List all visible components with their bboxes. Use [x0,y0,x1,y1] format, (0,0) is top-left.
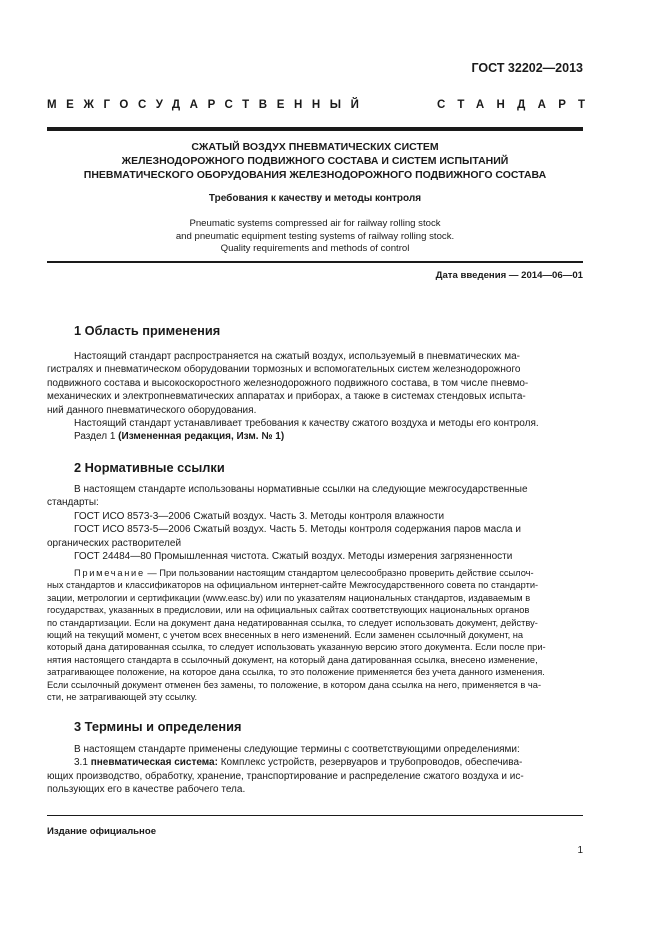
reference-item: ГОСТ 24484—80 Промышленная чистота. Сжатый воздух. Методы измерения загрязненности [74,551,513,563]
title-en-line: and pneumatic equipment testing systems of railway rolling stock. [175,230,455,242]
text-line: по стандартизации. Если на документ дана недатированная ссылка, то следует использовать документ, действу- [47,617,538,628]
text-line: — При пользовании настоящим стандартом целесообразно проверить действие ссылоч- [144,568,534,578]
title-rule [47,261,583,263]
footer-rule [47,815,583,816]
header-thick-rule [47,127,583,131]
text-line: ний данного пневматического оборудования. [47,404,257,416]
text-line: пользующих его в качестве рабочего тела. [47,784,246,796]
text-line: сти, не затрагивающей эту ссылку. [47,692,198,703]
text-line: В настоящем стандарте применены следующие термины с соответствующими определениями: [74,744,520,755]
text-line: механических и электропневматических аппаратах и приборах, а также в системах стендовых испыта- [47,391,526,403]
section-heading: 3 Термины и определения [74,719,242,734]
text-line: Если ссылочный документ отменен без замены, то положение, в котором дана ссылка на него, применяется в ча- [47,679,542,690]
document-subtitle: Требования к качеству и методы контроля [208,193,422,204]
title-line: СЖАТЫЙ ВОЗДУХ ПНЕВМАТИЧЕСКИХ СИСТЕМ [191,141,439,153]
term-number: 3.1 [74,757,91,769]
text-line: стандарты: [47,497,99,509]
document-title-en [47,218,583,256]
section-heading: 1 Область применения [74,323,221,338]
reference-item: ГОСТ ИСО 8573-5—2006 Сжатый воздух. Часть 5. Методы контроля содержания паров масла и [74,524,521,536]
title-en-line: Quality requirements and methods of control [220,243,410,254]
reference-item: ГОСТ ИСО 8573-3—2006 Сжатый воздух. Часть 3. Методы контроля влажности [74,510,445,522]
title-en-line: Pneumatic systems compressed air for railway rolling stock [189,218,441,229]
section3-paragraph [47,743,583,797]
standard-code: ГОСТ 32202—2013 [471,61,583,75]
section1-paragraph [47,350,583,444]
text-line: затрагивающее положение, на которое дана ссылка, то это положение применяется без учета данного изменения. [47,667,545,678]
text-line: который дана датированная ссылка, то следует использовать указанную версию этого документа. Если после при- [47,642,546,653]
interstate-standard-banner [47,99,598,111]
text-line: ных стандартов и классификаторов на официальном интернет-сайте Межгосударственного совета по стандарти- [47,580,539,591]
term-name: пневматическая система: [90,757,218,769]
edition-label: Издание официальное [47,826,157,837]
text-line: Настоящий стандарт распространяется на сжатый воздух, используемый в пневматических ма- [74,351,520,362]
section2-paragraph [47,483,583,563]
text-line: государствах, указанных в предисловии, или на официальных сайтах соответствующих национальных органов [47,605,530,616]
references-note [47,567,583,703]
text-line: Настоящий стандарт устанавливает требования к качеству сжатого воздуха и методы его контроля. [74,418,539,430]
page-number: 1 [577,845,583,856]
amendment-note: (Измененная редакция, Изм. № 1) [118,431,285,443]
reference-item: органических растворителей [47,537,182,549]
title-line: ПНЕВМАТИЧЕСКОГО ОБОРУДОВАНИЯ ЖЕЛЕЗНОДОРОЖНОГО ПОДВИЖНОГО СОСТАВА [83,169,547,181]
document-title-ru [47,140,583,182]
effective-date: Дата введения — 2014—06—01 [435,270,583,281]
text-line: нятия настоящего стандарта в ссылочный документ, на который дана датированная ссылка, внесено изменение, [47,654,538,665]
text-line: ющий на текущий момент, с учетом всех внесенных в него изменений. Если заменен ссылочный документ, на [47,630,524,641]
text-line: Комплекс устройств, резервуаров и трубопроводов, обеспечива- [217,757,523,769]
text-line: В настоящем стандарте использованы нормативные ссылки на следующие межгосударственные [74,484,528,495]
standard-word: СТАНДАРТ [437,99,598,111]
section-heading: 2 Нормативные ссылки [74,460,225,475]
text-line: Раздел 1 [74,431,119,443]
text-line: зации, метрологии и сертификации (www.easc.by) или по указателям национальных стандартов, издаваемым в [47,592,531,603]
text-line: подвижного состава и высокоскоростного железнодорожного подвижного состава, в том числе пневмо- [47,377,529,389]
text-line: ющих производство, обработку, хранение, транспортирование и распределение сжатого воздуха и ис- [47,770,524,782]
text-line: гистралях и пневматическом оборудовании тормозных и вспомогательных систем железнодорожного [47,364,521,376]
interstate-word: МЕЖГОСУДАРСТВЕННЫЙ [47,99,369,111]
note-label: Примечание [74,568,145,578]
title-line: ЖЕЛЕЗНОДОРОЖНОГО ПОДВИЖНОГО СОСТАВА И СИСТЕМ ИСПЫТАНИЙ [121,155,509,167]
